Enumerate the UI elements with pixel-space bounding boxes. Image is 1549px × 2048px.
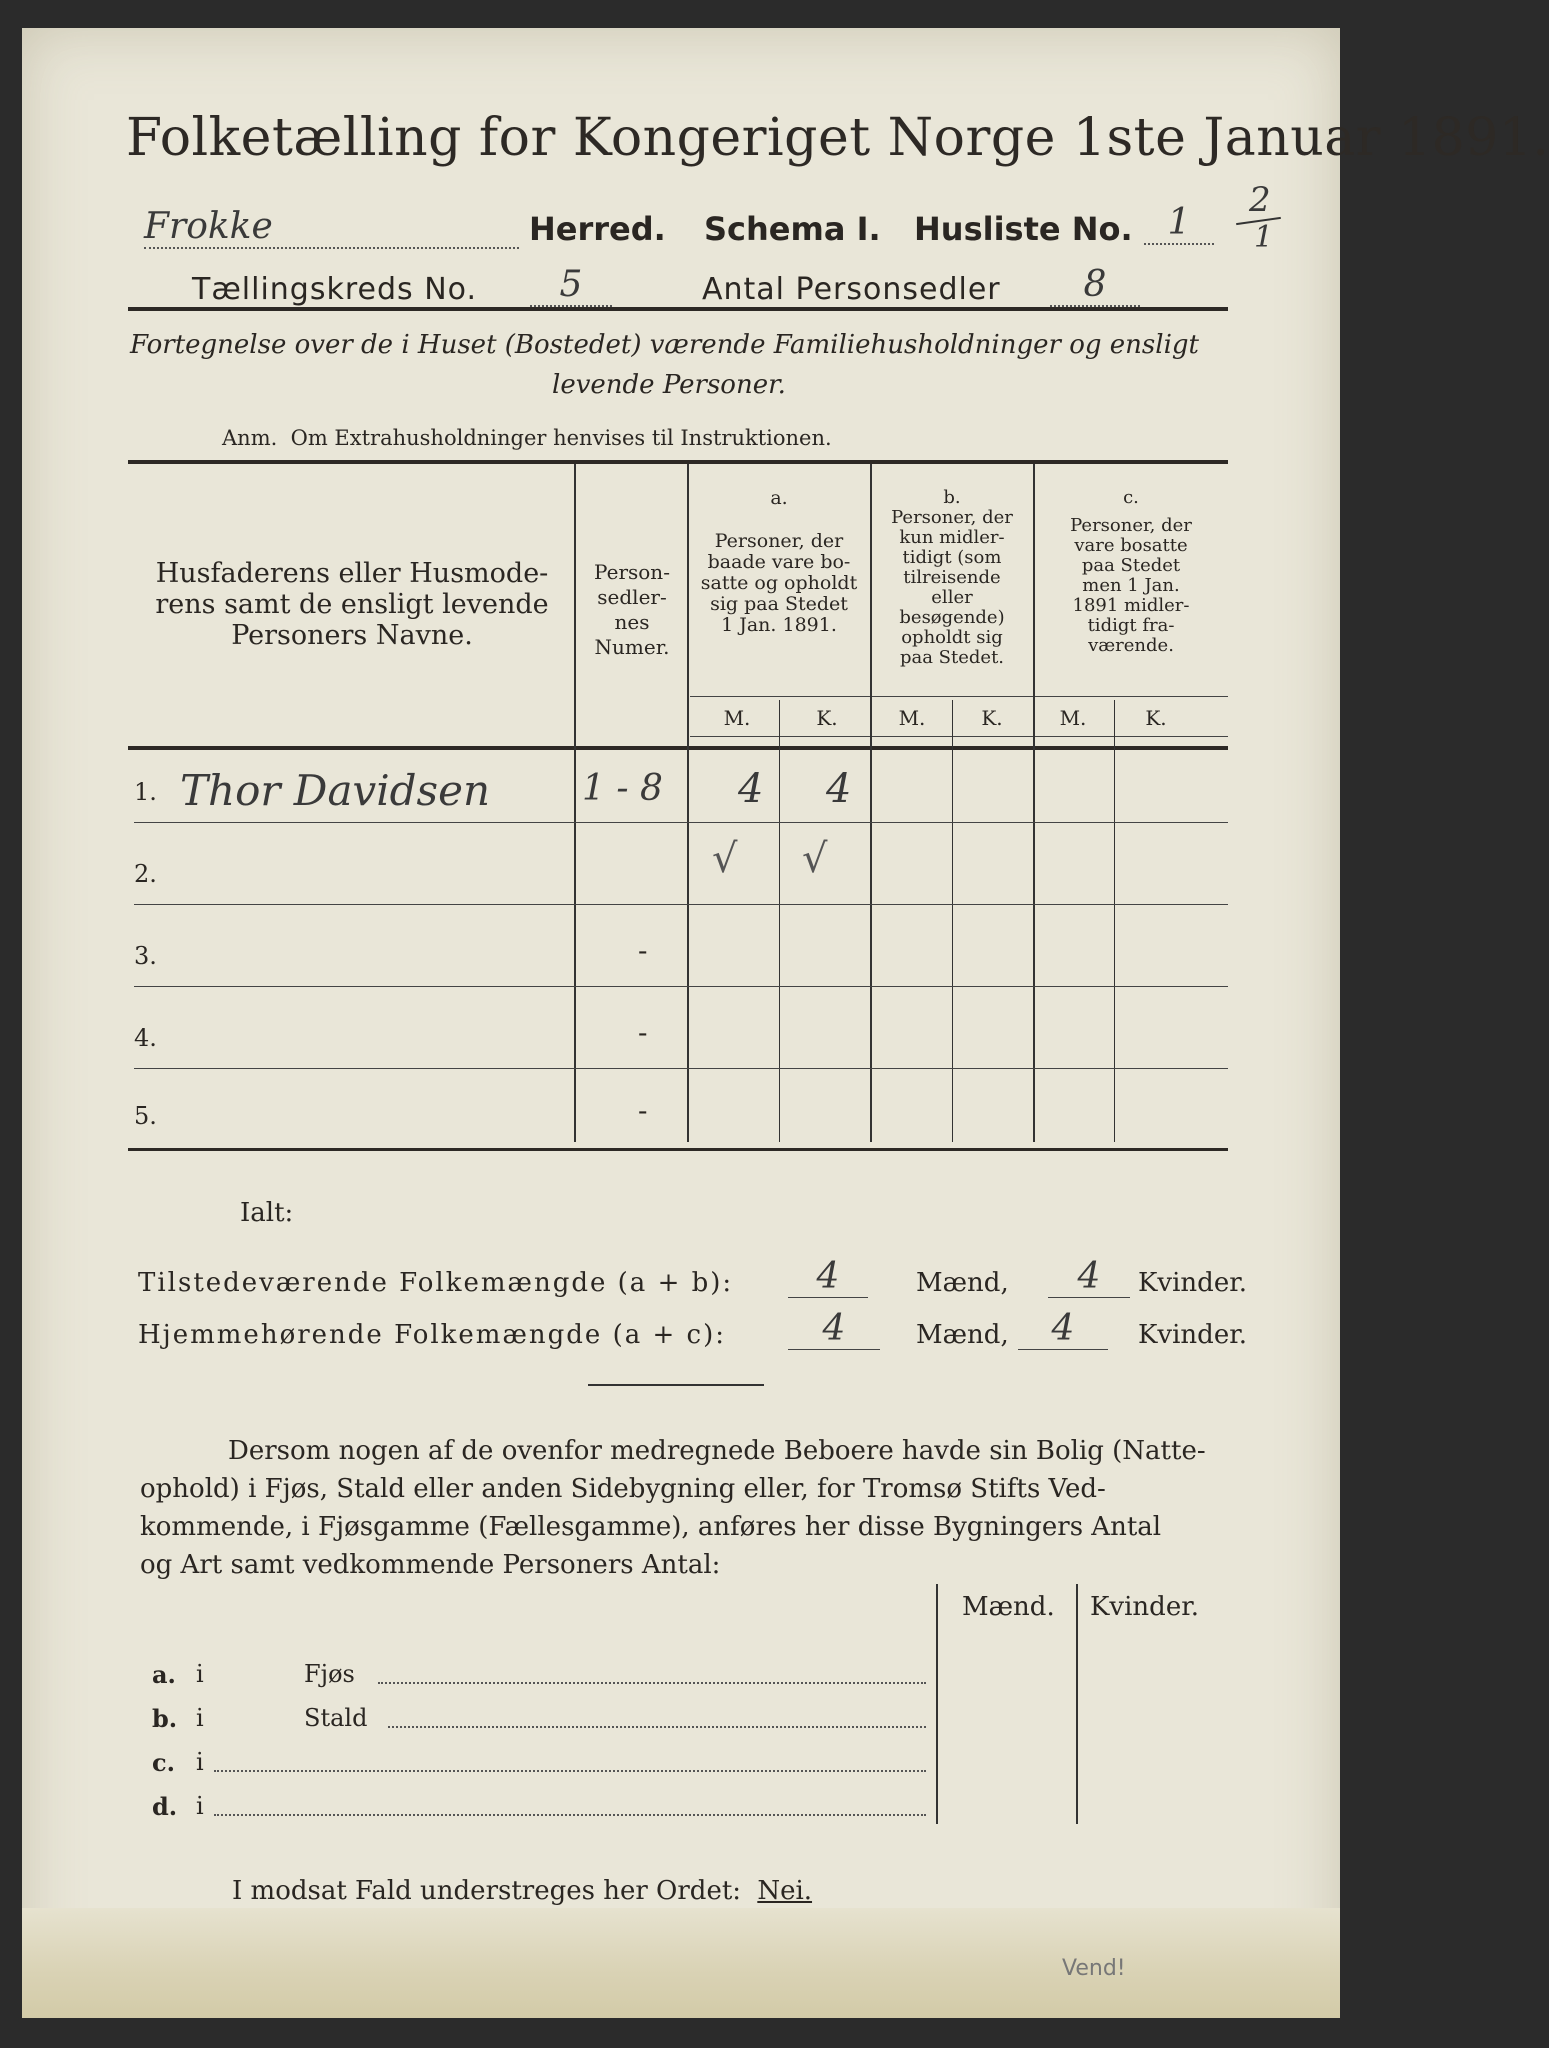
intro-line-2: levende Personer. [552, 370, 786, 400]
schema-label: Schema I. [704, 210, 881, 248]
form-title: Folketælling for Kongeriget Norge 1ste Januar 1891. [126, 108, 1549, 168]
table-row [134, 766, 1228, 822]
check-mark-a-k: √ [802, 836, 828, 882]
outbuilding-item-i: i [196, 1660, 204, 1688]
row-number: 1. [134, 778, 157, 806]
row-person-numbers: 1 - 8 [582, 768, 663, 809]
hjemmehorende-label: Hjemmehørende Folkemængde (a + c): [138, 1320, 726, 1350]
c-m-label: M. [1059, 706, 1087, 730]
husliste-fraction-top: 2 [1249, 180, 1271, 220]
b-m-label: M. [898, 706, 926, 730]
outbuilding-paragraph: Dersom nogen af de ovenfor medregnede Beboere havde sin Bolig (Natte- ophold) i Fjøs, Stald eller anden Sidebygning eller, for Tromsø Stifts Ved- kommende, i Fjøsgamme (Fællesgamme), anføres her disse Bygningers Antal og Art samt vedkommende Personers Antal: [140, 1436, 1206, 1580]
col-header-b: b. Personer, der kun midler- tidigt (som tilreisende eller besøgende) opholdt sig paa Stedet. [891, 487, 1013, 668]
footer-prefix: I modsat Fald understreges her Ordet: [232, 1876, 742, 1906]
outbuilding-item-label: Stald [304, 1704, 368, 1732]
outbuilding-item-dots [214, 1814, 926, 1816]
row-a-k: 4 [826, 766, 852, 812]
col-header-c: c. Personer, der vare bosatte paa Stedet men 1 Jan. 1891 midler- tidigt fra- værende. [1070, 487, 1192, 656]
row-person-numbers: - [638, 934, 648, 967]
antal-value: 8 [1050, 264, 1140, 307]
tilstedevaerende-row [138, 1256, 1248, 1306]
outbuilding-item-i: i [196, 1748, 204, 1776]
husliste-value: 1 [1144, 202, 1214, 245]
husliste-fraction-bottom: 1 [1254, 220, 1274, 255]
footer-line [232, 1876, 812, 1906]
outbuilding-item [152, 1700, 936, 1740]
row-number: 5. [134, 1102, 157, 1130]
table-bottom-rule [128, 1148, 1228, 1151]
table-header-bottom-rule [128, 746, 1228, 750]
outbuilding-item-dots [388, 1726, 926, 1728]
hjemmehorende-kvinder-value: 4 [1018, 1308, 1108, 1350]
antal-label: Antal Personsedler [702, 272, 1001, 307]
b-k-label: K. [981, 706, 1003, 730]
herred-row [144, 180, 1344, 255]
outbuilding-col-line-2 [1076, 1584, 1078, 1824]
tilstedevaerende-maend-label: Mænd, [916, 1268, 1009, 1298]
outbuilding-kvinder-header: Kvinder. [1090, 1592, 1200, 1622]
row-line-1 [134, 822, 1228, 823]
kreds-value: 5 [530, 264, 612, 307]
row-person-numbers: - [638, 1094, 648, 1127]
vend-label: Vend! [1062, 1956, 1126, 1981]
row-line-2 [134, 904, 1228, 905]
outbuilding-item-label: Fjøs [304, 1660, 355, 1688]
hjemmehorende-maend-label: Mænd, [916, 1320, 1009, 1350]
footer-word-nei: Nei. [757, 1876, 813, 1906]
header-divider [128, 307, 1228, 311]
row-a-m: 4 [738, 766, 764, 812]
outbuilding-maend-header: Mænd. [962, 1592, 1055, 1622]
outbuilding-item [152, 1744, 936, 1784]
outbuilding-item-dots [214, 1770, 926, 1772]
hjemmehorende-kvinder-label: Kvinder. [1138, 1320, 1248, 1350]
kreds-label: Tællingskreds No. [192, 272, 477, 307]
paper-bottom-band [22, 1908, 1340, 2018]
table-row [134, 930, 1228, 986]
col-header-name-line-2: rens samt de ensligt levende [155, 589, 549, 620]
table-top-rule [128, 460, 1228, 464]
husliste-label: Husliste No. [914, 210, 1133, 248]
herred-label: Herred. [529, 210, 666, 248]
table-row [134, 1090, 1228, 1146]
outbuilding-item [152, 1656, 936, 1696]
mk-row-top [690, 696, 1228, 697]
intro-line-1: Fortegnelse over de i Huset (Bostedet) værende Familiehusholdninger og ensligt [130, 330, 1199, 360]
c-k-label: K. [1145, 706, 1167, 730]
tilstedevaerende-kvinder-label: Kvinder. [1138, 1268, 1248, 1298]
row-number: 4. [134, 1024, 157, 1052]
outbuilding-item [152, 1788, 936, 1828]
outbuilding-item-letter: d. [152, 1792, 178, 1821]
row-number: 3. [134, 942, 157, 970]
col-header-a: a. Personer, der baade vare bo- satte og opholdt sig paa Stedet 1 Jan. 1891. [700, 487, 858, 636]
a-k-label: K. [816, 706, 838, 730]
outbuilding-col-line-1 [936, 1584, 938, 1824]
kreds-row [192, 266, 1292, 312]
hjemmehorende-row [138, 1308, 1248, 1358]
outbuilding-item-i: i [196, 1792, 204, 1820]
row-line-4 [134, 1068, 1228, 1069]
col-header-name: Husfaderens eller Husmode- rens samt de ensligt levende Personers Navne. [155, 558, 549, 651]
row-name: Thor Davidsen [180, 766, 490, 815]
hjemmehorende-maend-value: 4 [788, 1308, 880, 1350]
outbuilding-item-i: i [196, 1704, 204, 1732]
col-header-num: Person- sedler- nes Numer. [594, 560, 670, 659]
tilstedevaerende-kvinder-value: 4 [1048, 1256, 1130, 1298]
check-mark-a-m: √ [712, 836, 738, 882]
outbuilding-item-letter: c. [152, 1748, 175, 1777]
row-number: 2. [134, 860, 157, 888]
census-form-sheet [22, 28, 1549, 2018]
tilstedevaerende-label: Tilstedeværende Folkemængde (a + b): [138, 1268, 734, 1298]
tilstedevaerende-maend-value: 4 [788, 1256, 868, 1298]
a-m-label: M. [723, 706, 751, 730]
section-divider [588, 1384, 764, 1386]
annotation-note: Anm. Om Extrahusholdninger henvises til Instruktionen. [222, 426, 832, 450]
ialt-label: Ialt: [240, 1198, 294, 1228]
table-row [134, 848, 1228, 904]
table-row [134, 1012, 1228, 1068]
outbuilding-item-letter: a. [152, 1660, 176, 1689]
outbuilding-item-dots [378, 1682, 926, 1684]
herred-value: Frokke [144, 206, 519, 249]
row-person-numbers: - [638, 1016, 648, 1049]
outbuilding-item-letter: b. [152, 1704, 178, 1733]
row-line-3 [134, 986, 1228, 987]
abc-bottom-line [690, 736, 1228, 737]
